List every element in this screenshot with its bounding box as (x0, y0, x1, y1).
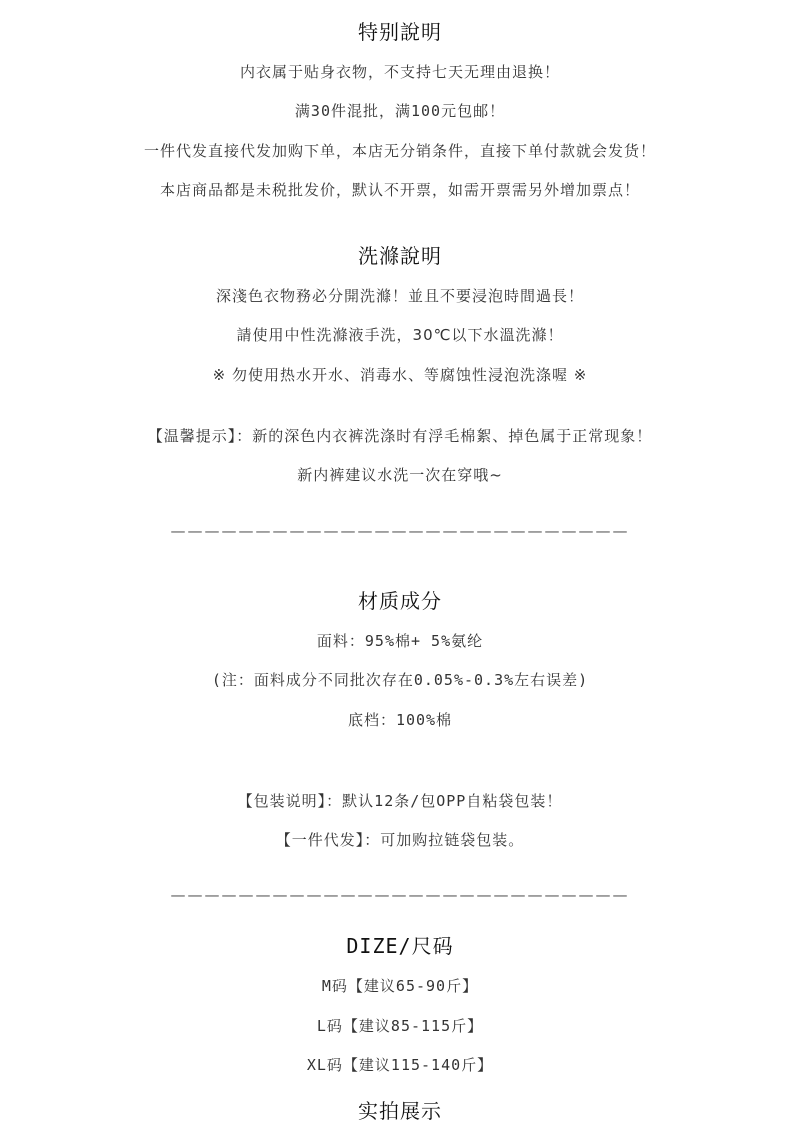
size-title: DIZE/尺码 (346, 934, 454, 958)
special-title: 特别說明 (358, 20, 442, 44)
wash-title: 洗滌說明 (358, 244, 442, 268)
special-line-2: 满30件混批，满100元包邮！ (294, 102, 506, 120)
divider-2: ——————————————————————————— (170, 886, 630, 904)
material-fabric: 面料：95%棉+ 5%氨纶 (316, 632, 484, 650)
packaging-dropship: 【一件代发】：可加购拉链袋包装。 (275, 831, 525, 849)
wash-tip-2: 新内裤建议水洗一次在穿哦~ (297, 466, 503, 484)
divider-1: ——————————————————————————— (170, 522, 630, 540)
wash-tip: 【温馨提示】：新的深色内衣裤洗涤时有浮毛棉絮、掉色属于正常现象！ (147, 427, 653, 445)
size-item-l: L码【建议85-115斤】 (316, 1017, 484, 1035)
material-note: (注：面料成分不同批次存在0.05%-0.3%左右误差) (211, 671, 589, 689)
material-title: 材质成分 (358, 589, 442, 613)
wash-line-3: ※ 勿使用热水开水、消毒水、等腐蚀性浸泡洗涤喔 ※ (212, 366, 588, 384)
wash-line-1: 深淺色衣物務必分開洗滌！並且不要浸泡時間過長！ (215, 287, 584, 305)
material-crotch: 底档：100%棉 (347, 711, 453, 729)
wash-line-2: 請使用中性洗滌液手洗，30℃以下水溫洗滌！ (236, 326, 564, 344)
size-item-xl: XL码【建议115-140斤】 (306, 1056, 494, 1074)
special-line-3: 一件代发直接代发加购下单，本店无分销条件，直接下单付款就会发货！ (143, 142, 656, 160)
size-item-m: M码【建议65-90斤】 (321, 977, 479, 995)
photo-title: 实拍展示 (358, 1099, 442, 1123)
packaging-pack: 【包装说明】：默认12条/包OPP自粘袋包装！ (237, 792, 563, 810)
special-line-4: 本店商品都是未税批发价，默认不开票，如需开票需另外增加票点！ (159, 181, 640, 199)
special-line-1: 内衣属于贴身衣物，不支持七天无理由退换！ (239, 63, 560, 81)
